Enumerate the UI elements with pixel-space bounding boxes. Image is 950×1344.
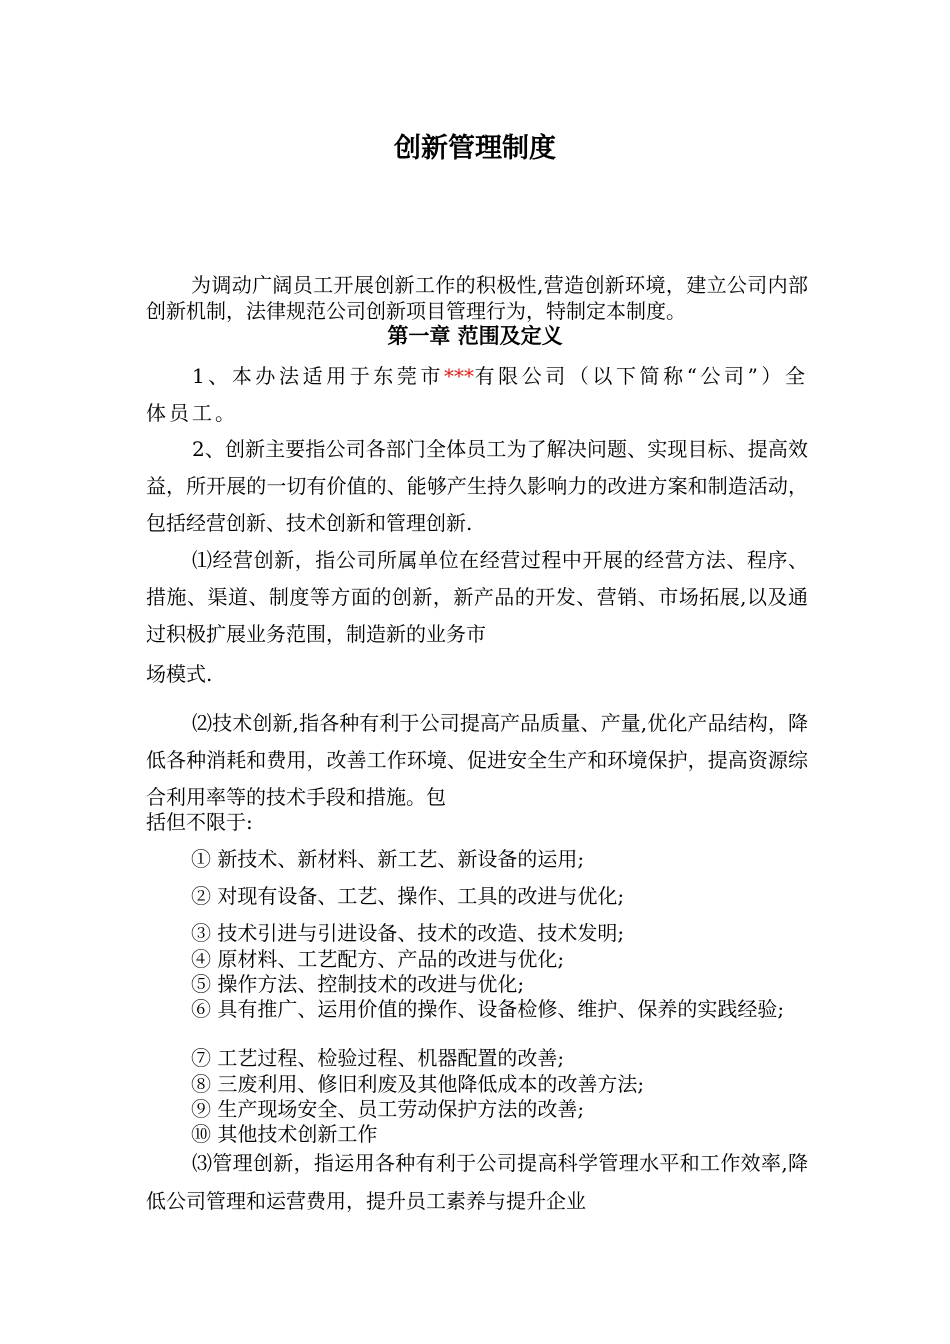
list-item: ⑨ 生产现场安全、员工劳动保护方法的改善;	[191, 1097, 585, 1121]
section-business-innovation-tail: 场模式.	[146, 662, 213, 686]
list-item: ② 对现有设备、工艺、操作、工具的改进与优化;	[191, 884, 625, 908]
section-technology-innovation: ⑵技术创新,指各种有利于公司提高产品质量、产量,优化产品结构，降低各种消耗和费用，改善工作环境、促进安全生产和环境保护，提高资源综合利用率等的技术手段和措施。包	[146, 711, 808, 809]
list-item: ⑧ 三废利用、修旧利废及其他降低成本的改善方法;	[191, 1072, 645, 1096]
article-1	[146, 358, 808, 432]
list-item: ⑦ 工艺过程、检验过程、机器配置的改善;	[191, 1046, 565, 1070]
list-item: ⑥ 具有推广、运用价值的操作、设备检修、维护、保养的实践经验;	[191, 997, 785, 1021]
list-item: ⑩ 其他技术创新工作	[191, 1122, 378, 1146]
chapter-heading: 第一章 范围及定义	[387, 324, 563, 348]
article-1-text-before: 1、本办法适用于东莞市	[192, 364, 444, 388]
list-item: ⑤ 操作方法、控制技术的改进与优化;	[191, 972, 525, 996]
list-item: ③ 技术引进与引进设备、技术的改造、技术发明;	[191, 921, 625, 945]
section-management-innovation: ⑶管理创新，指运用各种有利于公司提高科学管理水平和工作效率,降低公司管理和运营费用，提升员工素养与提升企业	[146, 1151, 808, 1213]
document-title: 创新管理制度	[394, 133, 556, 164]
redacted-company-name: ***	[444, 364, 474, 388]
section-business-innovation: ⑴经营创新，指公司所属单位在经营过程中开展的经营方法、程序、措施、渠道、制度等方面的创新，新产品的开发、营销、市场拓展,以及通过积极扩展业务范围，制造新的业务市	[146, 548, 808, 646]
list-item: ④ 原材料、工艺配方、产品的改进与优化;	[191, 947, 565, 971]
section-technology-innovation-tail: 括但不限于:	[146, 810, 253, 834]
list-item: ① 新技术、新材料、新工艺、新设备的运用;	[191, 847, 585, 871]
intro-paragraph: 为调动广阔员工开展创新工作的积极性,营造创新环境，建立公司内部创新机制，法律规范公司创新项目管理行为，特制定本制度。	[146, 273, 808, 323]
article-1-text-after: 有限公司（以下简称“公司”）全体员工。	[146, 364, 808, 425]
article-2: 2、创新主要指公司各部门全体员工为了解决问题、实现目标、提高效益，所开展的一切有价值的、能够产生持久影响力的改进方案和制造活动，包括经营创新、技术创新和管理创新.	[146, 437, 808, 535]
